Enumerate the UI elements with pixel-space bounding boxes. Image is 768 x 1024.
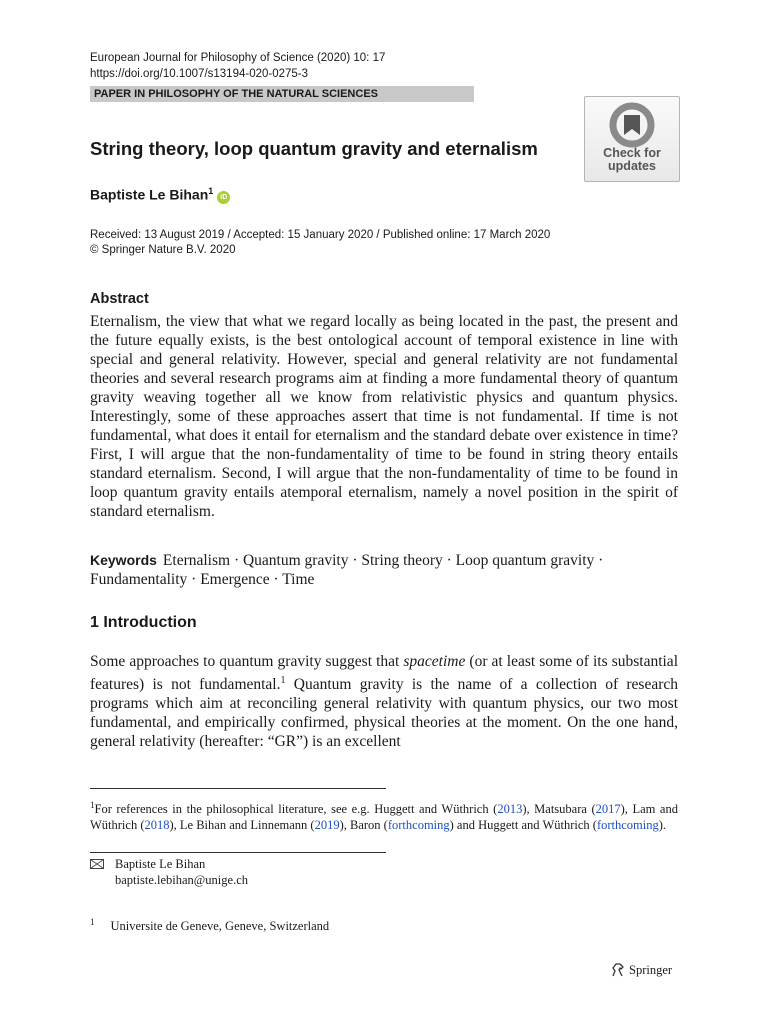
article-title: String theory, loop quantum gravity and eternalism <box>90 138 538 159</box>
citation-link[interactable]: forthcoming <box>596 818 659 833</box>
citation-link[interactable]: 2013 <box>497 802 523 817</box>
fn-text: ), Matsubara ( <box>522 802 596 817</box>
author-affiliation-mark: 1 <box>208 186 214 196</box>
intro-text-3: Quantum gravity is the name of a collection of research programs which aim at reconciling general relativity with quantum physics, our two most fundamental, and empirically confirmed, physical theories at the moment. On the one hand, general relativity (hereafter: “GR”) is an excellent <box>90 676 679 751</box>
article-dates <box>90 228 550 258</box>
badge-line-1: Check for <box>603 146 661 160</box>
journal-header <box>90 50 385 82</box>
affiliation-mark: 1 <box>90 917 95 927</box>
correspondence-email[interactable]: baptiste.lebihan@unige.ch <box>115 873 249 887</box>
fn-text: ) and Huggett and Wüthrich ( <box>449 818 597 833</box>
journal-citation: European Journal for Philosophy of Science (2020) 10: 17 <box>90 52 386 64</box>
abstract-text: Eternalism, the view that what we regard locally as being located in the past, the present and the future equally exists, is the best ontological account of temporal existence in line with special and general relativity. However, special and general relativity are not fundamental theories and several research programs aim at finding a more fundamental theory of quantum gravity weaving together all we know from relativistic physics and quantum physics. Interestingly, some of these approaches assert that time is not fundamental. If time is not fundamental, what does it entail for eternalism and the standard debate over existence in time? First, I will argue that the non-fundamentality of time to be found in string theory entails standard eternalism. Second, I will argue that the non-fundamentality of time to be found in loop quantum gravity entails atemporal eternalism, namely a novel position in the spirit of standard eternalism. <box>90 313 678 520</box>
footnote-number: 1 <box>90 800 95 810</box>
fn-text: ), Lam and Wüthrich ( <box>90 802 678 833</box>
citation-link[interactable]: forthcoming <box>387 818 450 833</box>
correspondence <box>90 856 248 888</box>
intro-text-2: (or at least some of its substantial features) is not fundamental. <box>90 653 678 694</box>
fn-text: ), Baron ( <box>339 818 388 833</box>
author-line <box>90 186 230 204</box>
footnote-1 <box>90 797 678 833</box>
keywords <box>90 551 678 589</box>
intro-paragraph <box>90 652 678 751</box>
fn-text: ). <box>658 818 667 833</box>
copyright: © Springer Nature B.V. 2020 <box>90 244 236 256</box>
keywords-label: Keywords <box>90 552 157 568</box>
fn-text: For references in the philosophical literature, see e.g. Huggett and Wüthrich ( <box>94 802 498 817</box>
publisher-name: Springer <box>629 962 673 977</box>
author-name: Baptiste Le Bihan <box>90 186 209 203</box>
section-heading-introduction: 1 Introduction <box>90 614 197 631</box>
orcid-icon[interactable]: iD <box>217 191 230 204</box>
keywords-list: Eternalism · Quantum gravity · String theory · Loop quantum gravity · Fundamentality · Emergence · Time <box>90 552 604 588</box>
citation-link[interactable]: 2019 <box>314 818 340 833</box>
footnote-divider <box>90 788 386 789</box>
bookmark-ring-icon <box>602 101 662 149</box>
correspondence-divider <box>90 852 386 853</box>
doi-link[interactable]: https://doi.org/10.1007/s13194-020-0275-3 <box>90 68 309 80</box>
citation-link[interactable]: 2017 <box>595 802 621 817</box>
citation-link[interactable]: 2018 <box>144 818 170 833</box>
intro-text-1: Some approaches to quantum gravity suggest that <box>90 653 404 670</box>
history-dates: Received: 13 August 2019 / Accepted: 15 January 2020 / Published online: 17 March 2020 <box>90 229 551 241</box>
section-banner: PAPER IN PHILOSOPHY OF THE NATURAL SCIENCES <box>90 86 474 102</box>
check-for-updates-badge[interactable] <box>584 96 680 182</box>
correspondence-name: Baptiste Le Bihan <box>115 857 206 871</box>
footnote-marker[interactable]: 1 <box>280 675 286 686</box>
publisher-footer <box>610 962 672 978</box>
affiliation-text: Universite de Geneve, Geneve, Switzerland <box>110 919 330 934</box>
fn-text: ), Le Bihan and Linnemann ( <box>169 818 315 833</box>
affiliation <box>90 914 329 934</box>
intro-italic: spacetime <box>403 653 466 670</box>
springer-horse-icon <box>610 962 626 978</box>
envelope-icon <box>90 859 104 869</box>
badge-line-2: updates <box>608 159 656 173</box>
abstract-heading: Abstract <box>90 291 149 307</box>
